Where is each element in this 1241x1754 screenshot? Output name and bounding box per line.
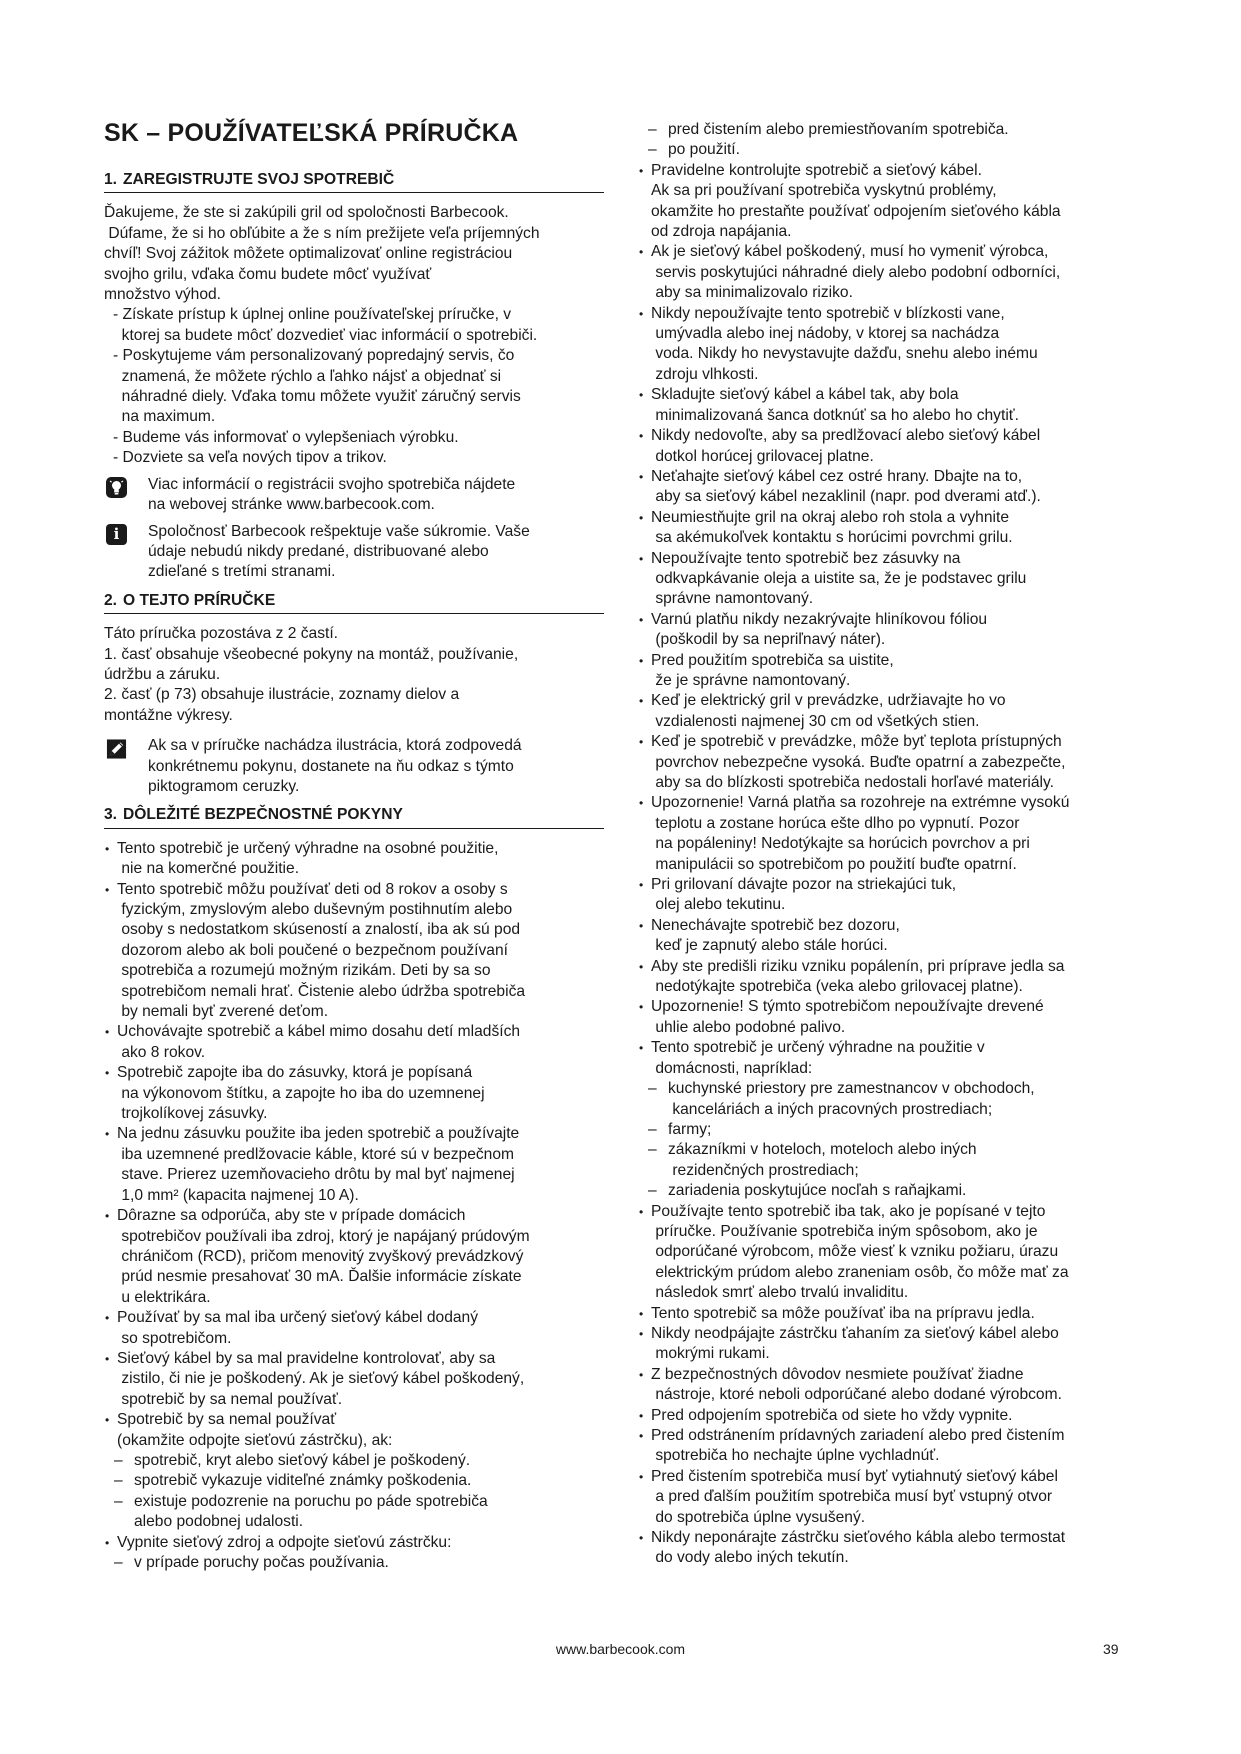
item-line: na popáleniny! Nedotýkajte sa horúcich povrchov a pri bbox=[651, 835, 1030, 853]
item-line: Ak je sieťový kábel poškodený, musí ho vymeniť výrobca, bbox=[651, 243, 1049, 261]
item-line: by nemali byť zverené deťom. bbox=[117, 1003, 329, 1021]
section-2-body bbox=[104, 624, 604, 726]
item-line: Varnú platňu nikdy nezakrývajte hliníkovou fóliou bbox=[651, 610, 988, 628]
bullet-item bbox=[638, 385, 1143, 426]
item-line: Z bezpečnostných dôvodov nesmiete používať žiadne bbox=[651, 1365, 1024, 1383]
bullet-item bbox=[104, 1533, 604, 1553]
item-line: Pred odstránením prídavných zariadení alebo pred čistením bbox=[651, 1427, 1065, 1444]
item-line: správne namontovaný. bbox=[651, 590, 814, 608]
bullet-marker: • bbox=[105, 1127, 110, 1142]
item-line: farmy; bbox=[668, 1120, 712, 1138]
item-line: (okamžite odpojte sieťovú zástrčku), ak: bbox=[117, 1431, 393, 1449]
section-1-number: 1. bbox=[104, 171, 118, 188]
bullet-marker: • bbox=[639, 306, 644, 321]
intro-line: svojho grilu, vďaka čomu budete môcť využívať bbox=[104, 265, 432, 283]
bullet-marker: • bbox=[639, 1429, 644, 1443]
bullet-item bbox=[638, 1304, 1143, 1324]
item-line: spotrebič by sa nemal používať. bbox=[117, 1390, 343, 1408]
bullet-item bbox=[104, 1022, 604, 1063]
item-line: Spotrebič by sa nemal používať bbox=[117, 1411, 337, 1429]
section-3-heading bbox=[104, 805, 604, 828]
section-3-title: DÔLEŽITÉ BEZPEČNOSTNÉ POKYNY bbox=[123, 806, 403, 824]
info-icon: i bbox=[106, 524, 127, 545]
item-line: do vody alebo iných tekutín. bbox=[651, 1549, 849, 1567]
bullet-marker: • bbox=[639, 918, 644, 933]
item-line: Uchovávajte spotrebič a kábel mimo dosahu detí mladších bbox=[117, 1023, 521, 1041]
item-line: že je správne namontovaný. bbox=[651, 671, 851, 689]
bullet-marker: • bbox=[639, 1041, 644, 1056]
item-line: nedotýkajte spotrebiča (veka alebo grilovacej platne). bbox=[651, 978, 1023, 996]
section-3-number: 3. bbox=[104, 806, 118, 824]
item-line: Používať by sa mal iba určený sieťový kábel dodaný bbox=[117, 1309, 479, 1327]
footer-url: www.barbecook.com bbox=[555, 1641, 686, 1657]
item-line: okamžite ho prestaňte používať odpojením sieťového kábla bbox=[651, 202, 1061, 220]
note-line: Viac informácií o registrácii svojho spotrebiča nájdete bbox=[148, 475, 516, 493]
item-line: následok smrť alebo trvalú invaliditu. bbox=[651, 1284, 909, 1302]
item-line: Tento spotrebič je určený výhradne na osobné použitie, bbox=[117, 839, 499, 857]
item-line: Používajte tento spotrebič iba tak, ako je popísané v tejto bbox=[651, 1202, 1046, 1220]
item-line: domácnosti, napríklad: bbox=[651, 1059, 813, 1077]
bullet-item bbox=[638, 1426, 1143, 1467]
dash-item bbox=[638, 1181, 1143, 1201]
left-column bbox=[104, 118, 604, 1573]
bullet-marker: • bbox=[639, 1531, 644, 1546]
item-line: so spotrebičom. bbox=[117, 1329, 232, 1347]
bullet-marker: • bbox=[639, 429, 644, 444]
item-line: manipulácii so spotrebičom po použití buďte opatrní. bbox=[651, 855, 1017, 873]
item-line: iba uzemnené predlžovacie káble, ktoré sú v bezpečnom bbox=[117, 1145, 515, 1163]
item-line: Nikdy nepoužívajte tento spotrebič v blízkosti vane, bbox=[651, 304, 1005, 322]
dash-item bbox=[638, 1140, 1143, 1181]
item-line: povrchov nebezpečne vysoká. Buďte opatrní a zabezpečte, bbox=[651, 753, 1066, 771]
bullet-marker: • bbox=[639, 1408, 644, 1423]
bullet-item bbox=[638, 161, 1143, 243]
dash-marker: – bbox=[648, 1080, 657, 1098]
item-line: pred čistením alebo premiestňovaním spotrebiča. bbox=[668, 121, 1009, 138]
benefit-line: ktorej sa budete môcť dozvedieť viac informácií o spotrebiči. bbox=[113, 326, 538, 344]
bullet-marker: • bbox=[639, 469, 644, 484]
benefit-line: na maximum. bbox=[113, 408, 216, 426]
item-line: aby sa sieťový kábel nezaklinil (napr. pod dverami atď.). bbox=[651, 488, 1041, 506]
item-line: Pri grilovaní dávajte pozor na striekajúci tuk, bbox=[651, 876, 957, 894]
item-line: olej alebo tekutinu. bbox=[651, 896, 786, 914]
item-line: Sieťový kábel by sa mal pravidelne kontrolovať, aby sa bbox=[117, 1349, 496, 1367]
item-line: Nikdy neponárajte zástrčku sieťového kábla alebo termostat bbox=[651, 1529, 1066, 1547]
bullet-item bbox=[638, 1038, 1143, 1079]
item-line: nástroje, ktoré neboli odporúčané alebo dodané výrobcom. bbox=[651, 1386, 1062, 1404]
item-line: spotrebiča ho nechajte úplne vychladnúť. bbox=[651, 1447, 940, 1465]
lightbulb-icon-shape bbox=[109, 479, 124, 496]
section-1-intro bbox=[104, 203, 604, 305]
body-line: Táto príručka pozostáva z 2 častí. bbox=[104, 625, 339, 643]
item-line: kanceláriách a iných pracovných prostrediach; bbox=[668, 1100, 993, 1118]
bullet-item bbox=[638, 508, 1143, 549]
item-line: do spotrebiča úplne vysušený. bbox=[651, 1508, 866, 1526]
body-line: 1. časť obsahuje všeobecné pokyny na montáž, používanie, bbox=[104, 645, 519, 663]
dash-item bbox=[104, 1553, 604, 1573]
item-line: u elektrikára. bbox=[117, 1288, 211, 1306]
item-line: v prípade poruchy počas používania. bbox=[134, 1554, 389, 1571]
dash-marker: – bbox=[648, 121, 657, 138]
item-line: dozorom alebo ak boli poučené o bezpečnom používaní bbox=[117, 941, 508, 959]
bullet-marker: • bbox=[105, 1413, 110, 1428]
bullet-item bbox=[638, 651, 1143, 692]
section-2-title: O TEJTO PRÍRUČKE bbox=[123, 591, 276, 609]
bullet-marker: • bbox=[639, 1367, 644, 1382]
benefits-list bbox=[104, 305, 604, 468]
body-line: údržbu a záruku. bbox=[104, 665, 221, 683]
item-line: na výkonovom štítku, a zapojte ho iba do uzemnenej bbox=[117, 1084, 485, 1102]
bullet-marker: • bbox=[639, 1306, 644, 1321]
item-line: mokrými rukami. bbox=[651, 1345, 770, 1363]
note-line: piktogramom ceruzky. bbox=[148, 777, 300, 795]
bullet-item bbox=[104, 880, 604, 1023]
bullet-marker: • bbox=[105, 1535, 110, 1550]
item-line: rezidenčných prostrediach; bbox=[668, 1161, 859, 1179]
item-line: nie na komerčné použitie. bbox=[117, 860, 300, 878]
bullet-marker: • bbox=[639, 163, 644, 178]
item-line: existuje podozrenie na poruchu po páde spotrebiča bbox=[134, 1492, 488, 1510]
item-line: uhlie alebo podobné palivo. bbox=[651, 1018, 846, 1036]
item-line: vzdialenosti najmenej 30 cm od všetkých stien. bbox=[651, 712, 980, 730]
bullet-item bbox=[104, 1124, 604, 1206]
bullet-item bbox=[638, 875, 1143, 916]
item-line: osoby s nedostatkom skúseností a znalostí, iba ak sú pod bbox=[117, 921, 521, 939]
item-line: Pred odpojením spotrebiča od siete ho vždy vypnite. bbox=[651, 1406, 1013, 1424]
bullet-marker: • bbox=[639, 959, 644, 974]
pencil-icon-shape bbox=[106, 738, 127, 760]
dash-marker: – bbox=[648, 1120, 657, 1138]
page-number: 39 bbox=[1103, 1641, 1119, 1657]
item-line: dotkol horúcej grilovacej platne. bbox=[651, 447, 874, 465]
intro-line: Dúfame, že si ho obľúbite a že s ním prežijete veľa príjemných bbox=[104, 224, 540, 242]
bullet-item bbox=[638, 242, 1143, 303]
item-line: (poškodil by sa nepriľnavý náter). bbox=[651, 631, 886, 649]
bullet-marker: • bbox=[105, 1311, 110, 1326]
item-line: kuchynské priestory pre zamestnancov v obchodoch, bbox=[668, 1080, 1035, 1098]
item-line: 1,0 mm² (kapacita najmenej 10 A). bbox=[117, 1186, 359, 1204]
item-line: teplotu a zostane horúca ešte dlho po vypnutí. Pozor bbox=[651, 814, 1020, 832]
item-line: zistilo, či nie je poškodený. Ak je sieťový kábel poškodený, bbox=[117, 1370, 525, 1388]
bullet-item bbox=[638, 732, 1143, 793]
section-1-heading bbox=[104, 170, 604, 193]
benefit-line: - Poskytujeme vám personalizovaný popredajný servis, čo bbox=[113, 347, 515, 365]
item-line: spotrebič, kryt alebo sieťový kábel je poškodený. bbox=[134, 1451, 471, 1469]
item-line: Vypnite sieťový zdroj a odpojte sieťovú zástrčku: bbox=[117, 1533, 452, 1551]
right-column bbox=[638, 120, 1143, 1569]
bullet-item bbox=[104, 839, 604, 880]
item-line: Tento spotrebič sa môže používať iba na prípravu jedla. bbox=[651, 1304, 1035, 1322]
bullet-item bbox=[104, 1206, 604, 1308]
bullet-item bbox=[638, 304, 1143, 386]
dash-marker: – bbox=[648, 1141, 657, 1159]
item-line: spotrebičom nemali hrať. Čistenie alebo údržba spotrebiča bbox=[117, 982, 526, 1000]
item-line: Upozornenie! Varná platňa sa rozohreje na extrémne vysokú bbox=[651, 794, 1070, 812]
item-line: Tento spotrebič môžu používať deti od 8 rokov a osoby s bbox=[117, 880, 508, 898]
item-line: po použití. bbox=[668, 141, 740, 159]
item-line: Tento spotrebič je určený výhradne na použitie v bbox=[651, 1039, 985, 1057]
bullet-marker: • bbox=[639, 796, 644, 811]
privacy-note bbox=[104, 522, 604, 583]
dash-item bbox=[638, 1079, 1143, 1120]
bullet-item bbox=[638, 793, 1143, 875]
dash-marker: – bbox=[114, 1554, 123, 1571]
item-line: prúd nesmie presahovať 30 mA. Ďalšie informácie získate bbox=[117, 1268, 522, 1286]
item-line: keď je zapnutý alebo stále horúci. bbox=[651, 937, 888, 955]
item-line: aby sa do blízkosti spotrebiča nedostali horľavé materiály. bbox=[651, 774, 1054, 791]
item-line: odporúčané výrobcom, môže viesť k vzniku požiaru, úrazu bbox=[651, 1243, 1059, 1261]
bullet-marker: • bbox=[639, 878, 644, 893]
item-line: Pred použitím spotrebiča sa uistite, bbox=[651, 651, 894, 669]
dash-marker: – bbox=[648, 1182, 657, 1200]
bullet-item bbox=[638, 1467, 1143, 1528]
item-line: odkvapkávanie oleja a uistite sa, že je podstavec grilu bbox=[651, 569, 1027, 587]
bullet-marker: • bbox=[105, 1025, 110, 1040]
item-line: sa akémukoľvek kontaktu s horúcimi povrchmi grilu. bbox=[651, 529, 1013, 547]
dash-item bbox=[638, 1120, 1143, 1140]
bullet-item bbox=[638, 916, 1143, 957]
bullet-item bbox=[638, 1324, 1143, 1365]
benefit-line: - Dozviete sa veľa nových tipov a trikov. bbox=[113, 449, 387, 467]
benefit-line: - Budeme vás informovať o vylepšeniach výrobku. bbox=[113, 428, 459, 446]
bullet-marker: • bbox=[639, 510, 644, 525]
note-line: Spoločnosť Barbecook rešpektuje vaše súkromie. Vaše bbox=[148, 522, 530, 540]
benefit-line: - Získate prístup k úplnej online používateľskej príručke, v bbox=[113, 306, 512, 324]
item-line: Pravidelne kontrolujte spotrebič a sieťový kábel. bbox=[651, 161, 982, 179]
item-line: aby sa minimalizovalo riziko. bbox=[651, 284, 853, 302]
section-2-heading bbox=[104, 591, 604, 614]
item-line: od zdroja napájania. bbox=[651, 223, 792, 241]
note-line: konkrétnemu pokynu, dostanete na ňu odkaz s týmto bbox=[148, 757, 514, 775]
item-line: spotrebič vykazuje viditeľné známky poškodenia. bbox=[134, 1472, 472, 1490]
body-line: montážne výkresy. bbox=[104, 706, 233, 724]
item-line: chráničom (RCD), pričom menovitý zvyškový prevádzkový bbox=[117, 1247, 524, 1265]
bullet-item bbox=[638, 549, 1143, 610]
lightbulb-icon bbox=[106, 477, 127, 498]
bullet-item bbox=[104, 1349, 604, 1410]
bullet-item bbox=[638, 467, 1143, 508]
section-2-number: 2. bbox=[104, 591, 118, 609]
safety-list-right bbox=[638, 120, 1143, 1569]
bullet-marker: • bbox=[105, 1351, 110, 1366]
bullet-marker: • bbox=[639, 1469, 644, 1484]
item-line: Spotrebič zapojte iba do zásuvky, ktorá je popísaná bbox=[117, 1064, 473, 1082]
item-line: Aby ste predišli riziku vzniku popálenín, pri príprave jedla sa bbox=[651, 957, 1065, 975]
item-line: trojkolíkovej zásuvky. bbox=[117, 1105, 268, 1123]
item-line: Neumiestňujte gril na okraj alebo roh stola a vyhnite bbox=[651, 508, 1009, 526]
item-line: voda. Nikdy ho nevystavujte dažďu, snehu alebo inému bbox=[651, 345, 1038, 363]
bullet-item bbox=[104, 1308, 604, 1349]
item-line: spotrebičov používali iba zdroj, ktorý je napájaný prúdovým bbox=[117, 1227, 530, 1245]
note-line: údaje nebudú nikdy predané, distribuované alebo bbox=[148, 542, 489, 560]
note-line: na webovej stránke www.barbecook.com. bbox=[148, 496, 435, 514]
item-line: fyzickým, zmyslovým alebo duševným postihnutím alebo bbox=[117, 901, 513, 918]
item-line: umývadla alebo inej nádoby, v ktorej sa nachádza bbox=[651, 325, 1000, 343]
bullet-marker: • bbox=[105, 1209, 110, 1224]
dash-item bbox=[638, 140, 1143, 160]
pencil-icon bbox=[106, 738, 127, 759]
item-line: Nenechávajte spotrebič bez dozoru, bbox=[651, 916, 900, 934]
note-line: zdieľané s tretími stranami. bbox=[148, 563, 336, 581]
item-line: elektrickým prúdom alebo zraneniam osôb, čo môže mať za bbox=[651, 1263, 1069, 1281]
bullet-item bbox=[638, 426, 1143, 467]
item-line: Pred čistením spotrebiča musí byť vytiahnutý sieťový kábel bbox=[651, 1467, 1058, 1485]
note-line: Ak sa v príručke nachádza ilustrácia, ktorá zodpovedá bbox=[148, 737, 522, 755]
bullet-item bbox=[638, 957, 1143, 998]
intro-line: chvíľ! Svoj zážitok môžete optimalizovať online registráciou bbox=[104, 245, 513, 263]
dash-item bbox=[104, 1451, 604, 1471]
bullet-item bbox=[638, 997, 1143, 1038]
intro-line: Ďakujeme, že ste si zakúpili gril od spoločnosti Barbecook. bbox=[104, 204, 509, 222]
bullet-item bbox=[638, 1202, 1143, 1304]
item-line: minimalizovaná šanca dotknúť sa ho alebo ho chytiť. bbox=[651, 406, 1019, 424]
item-line: zdroju vlhkosti. bbox=[651, 365, 759, 383]
bullet-marker: • bbox=[105, 1066, 110, 1081]
bullet-marker: • bbox=[639, 1326, 644, 1341]
item-line: spotrebiča a rozumejú možným rizikám. Deti by sa so bbox=[117, 962, 491, 980]
section-1-title: ZAREGISTRUJTE SVOJ SPOTREBIČ bbox=[123, 171, 395, 188]
bullet-item bbox=[104, 1063, 604, 1124]
item-line: zákazníkmi v hoteloch, moteloch alebo iných bbox=[668, 1141, 977, 1159]
dash-item bbox=[104, 1471, 604, 1491]
bullet-item bbox=[638, 1365, 1143, 1406]
bullet-marker: • bbox=[639, 1204, 644, 1219]
item-line: Upozornenie! S týmto spotrebičom nepoužívajte drevené bbox=[651, 998, 1044, 1016]
item-line: zariadenia poskytujúce nocľah s raňajkami. bbox=[668, 1182, 967, 1200]
item-line: a pred ďalším použitím spotrebiča musí byť vstupný otvor bbox=[651, 1488, 1053, 1506]
bullet-item bbox=[104, 1410, 604, 1451]
dash-marker: – bbox=[114, 1451, 123, 1469]
bullet-marker: • bbox=[639, 612, 644, 627]
registration-note bbox=[104, 475, 604, 516]
dash-marker: – bbox=[114, 1472, 123, 1490]
item-line: ako 8 rokov. bbox=[117, 1043, 206, 1061]
item-line: Skladujte sieťový kábel a kábel tak, aby bola bbox=[651, 386, 959, 404]
bullet-marker: • bbox=[639, 551, 644, 566]
item-line: Nikdy nedovoľte, aby sa predlžovací alebo sieťový kábel bbox=[651, 427, 1041, 445]
bullet-item bbox=[638, 1528, 1143, 1569]
item-line: stave. Prierez uzemňovacieho drôtu by mal byť najmenej bbox=[117, 1166, 515, 1184]
item-line: Neťahajte sieťový kábel cez ostré hrany. Dbajte na to, bbox=[651, 467, 1023, 485]
item-line: Keď je elektrický gril v prevádzke, udržiavajte ho vo bbox=[651, 692, 1006, 710]
bullet-item bbox=[638, 691, 1143, 732]
item-line: Ak sa pri používaní spotrebiča vyskytnú problémy, bbox=[651, 182, 997, 200]
dash-marker: – bbox=[114, 1492, 123, 1510]
bullet-item bbox=[638, 610, 1143, 651]
bullet-marker: • bbox=[639, 1000, 644, 1015]
item-line: príručke. Používanie spotrebiča iným spôsobom, ako je bbox=[651, 1222, 1038, 1240]
item-line: Nepoužívajte tento spotrebič bez zásuvky na bbox=[651, 549, 961, 567]
benefit-line: znamená, že môžete rýchlo a ľahko nájsť a objednať si bbox=[113, 367, 502, 385]
bullet-marker: • bbox=[105, 882, 110, 897]
item-line: Nikdy neodpájajte zástrčku ťahaním za sieťový kábel alebo bbox=[651, 1324, 1059, 1342]
item-line: Keď je spotrebič v prevádzke, môže byť teplota prístupných bbox=[651, 733, 1062, 751]
intro-line: množstvo výhod. bbox=[104, 286, 222, 304]
bullet-marker: • bbox=[639, 388, 644, 403]
page-title: SK – POUŽÍVATEĽSKÁ PRÍRUČKA bbox=[104, 119, 519, 147]
bullet-marker: • bbox=[639, 735, 644, 750]
bullet-item bbox=[638, 1406, 1143, 1426]
item-line: servis poskytujúci náhradné diely alebo podobní odborníci, bbox=[651, 263, 1061, 281]
bullet-marker: • bbox=[639, 694, 644, 709]
item-line: alebo podobnej udalosti. bbox=[134, 1513, 304, 1531]
bullet-marker: • bbox=[639, 653, 644, 668]
dash-marker: – bbox=[648, 141, 657, 159]
dash-item bbox=[104, 1492, 604, 1533]
illustration-note bbox=[104, 736, 604, 797]
body-line: 2. časť (p 73) obsahuje ilustrácie, zoznamy dielov a bbox=[104, 686, 460, 704]
bullet-marker: • bbox=[639, 245, 644, 260]
dash-item bbox=[638, 120, 1143, 140]
safety-list-left bbox=[104, 839, 604, 1574]
item-line: Na jednu zásuvku použite iba jeden spotrebič a používajte bbox=[117, 1125, 520, 1143]
benefit-line: náhradné diely. Vďaka tomu môžete využiť záručný servis bbox=[113, 388, 521, 406]
item-line: Dôrazne sa odporúča, aby ste v prípade domácich bbox=[117, 1207, 466, 1225]
bullet-marker: • bbox=[105, 841, 110, 856]
